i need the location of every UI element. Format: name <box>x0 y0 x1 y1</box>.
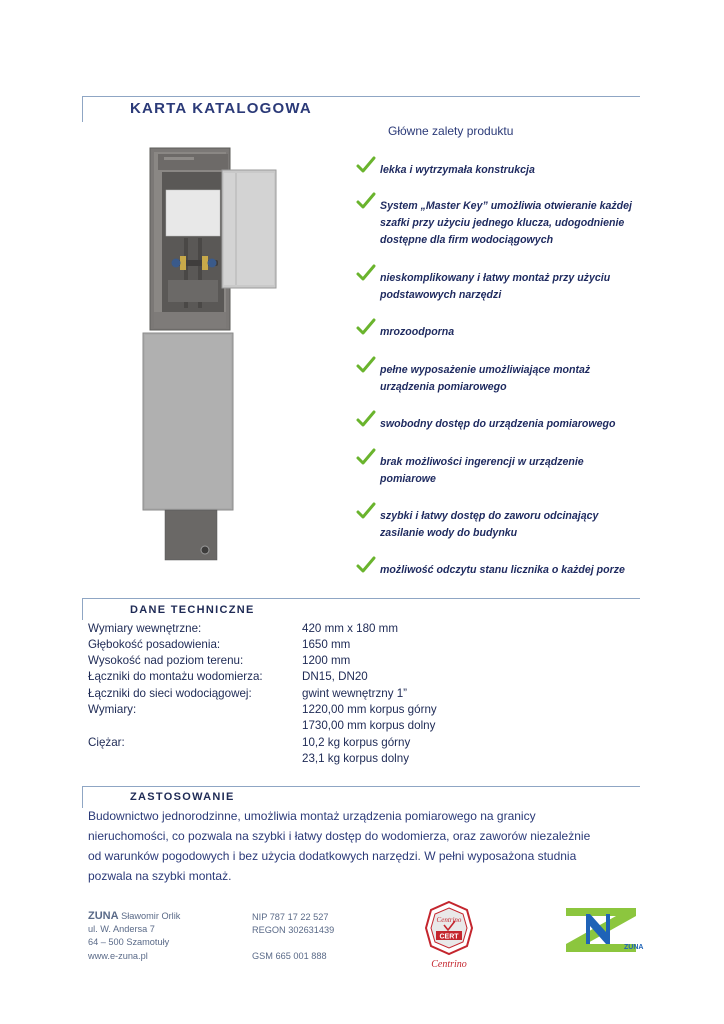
check-icon <box>356 448 376 468</box>
benefits-heading: Główne zalety produktu <box>388 124 514 138</box>
spec-label: Wysokość nad poziom terenu: <box>88 654 244 667</box>
benefit-line: System „Master Key” umożliwia otwieranie każdej <box>380 200 632 212</box>
usage-left-rule <box>82 786 83 808</box>
usage-heading: ZASTOSOWANIE <box>130 791 235 803</box>
check-icon <box>356 556 376 576</box>
spec-label: Łączniki do sieci wodociągowej: <box>88 687 252 700</box>
check-icon <box>356 192 376 212</box>
footer-ids <box>252 911 412 964</box>
cert-logo-bottom: Centrino <box>431 959 467 970</box>
benefit-line: zasilanie wody do budynku <box>380 527 518 539</box>
technical-top-rule <box>82 598 640 599</box>
spec-value: 1650 mm <box>302 638 351 651</box>
website-link[interactable]: www.e-zuna.pl <box>88 950 148 961</box>
benefit-line: swobodny dostęp do urządzenia pomiarowego <box>380 418 616 430</box>
city: 64 – 500 Szamotuły <box>88 937 170 948</box>
usage-line: od warunków pogodowych i bez użycia dodatkowych narzędzi. W pełni wyposażona studnia <box>88 849 577 863</box>
spec-value: 1220,00 mm korpus górny <box>302 703 437 716</box>
check-icon <box>356 264 376 284</box>
spec-value: 420 mm x 180 mm <box>302 622 398 635</box>
spec-label: Głębokość posadowienia: <box>88 638 221 651</box>
benefit-line: pełne wyposażenie umożliwiające montaż <box>380 364 591 376</box>
technical-heading: DANE TECHNICZNE <box>130 604 255 616</box>
company-name: ZUNA <box>88 910 119 922</box>
street: ul. W. Andersa 7 <box>88 924 155 935</box>
check-icon <box>356 318 376 338</box>
spec-label: Wymiary: <box>88 703 137 716</box>
check-icon <box>356 410 376 430</box>
spec-value: 10,2 kg korpus górny <box>302 736 411 749</box>
benefit-line: mrozoodporna <box>380 326 455 338</box>
benefit-line: dostępne dla firm wodociągowych <box>380 234 554 246</box>
benefit-line: pomiarowe <box>380 473 436 485</box>
spec-value: gwint wewnętrzny 1” <box>302 687 408 700</box>
regon: REGON 302631439 <box>252 925 335 936</box>
spec-label: Ciężar: <box>88 736 125 749</box>
usage-text <box>88 806 648 886</box>
page-title: KARTA KATALOGOWA <box>130 100 312 117</box>
spec-label: Wymiary wewnętrzne: <box>88 622 202 635</box>
benefit-line: podstawowych narzędzi <box>380 289 502 301</box>
cert-logo-top: Centrino <box>436 916 462 924</box>
technical-left-rule <box>82 598 83 620</box>
gsm: GSM 665 001 888 <box>252 951 327 962</box>
benefit-line: nieskomplikowany i łatwy montaż przy użyciu <box>380 272 611 284</box>
nip: NIP 787 17 22 527 <box>252 912 329 922</box>
cert-logo-mid: CERT <box>439 933 459 941</box>
check-icon <box>356 156 376 176</box>
usage-line: nieruchomości, co pozwala na szybki i łatwy dostęp do wodomierza, oraz zaworów niezależnie <box>88 829 591 843</box>
benefit-line: lekka i wytrzymała konstrukcja <box>380 164 535 176</box>
usage-line: pozwala na szybki montaż. <box>88 869 232 883</box>
zuna-logo-text: ZUNA <box>624 944 644 951</box>
footer-address <box>88 910 248 963</box>
benefit-line: szybki i łatwy dostęp do zaworu odcinający <box>380 510 599 522</box>
check-icon <box>356 502 376 522</box>
cert-logo <box>422 900 476 970</box>
usage-line: Budownictwo jednorodzinne, umożliwia montaż urządzenia pomiarowego na granicy <box>88 809 536 823</box>
zuna-logo <box>562 904 644 956</box>
spec-value: 1730,00 mm korpus dolny <box>302 719 436 732</box>
spec-value: 23,1 kg korpus dolny <box>302 752 409 765</box>
benefit-line: szafki przy użyciu jednego klucza, udogodnienie <box>380 217 625 229</box>
check-icon <box>356 356 376 376</box>
benefit-line: urządzenia pomiarowego <box>380 381 507 393</box>
spec-label: Łączniki do montażu wodomierza: <box>88 670 263 683</box>
benefit-line: możliwość odczytu stanu licznika o każdej porze <box>380 564 625 576</box>
usage-top-rule <box>82 786 640 787</box>
spec-value: DN15, DN20 <box>302 670 368 683</box>
spec-value: 1200 mm <box>302 654 351 667</box>
owner-name: Sławomir Orlik <box>121 911 181 921</box>
benefit-line: brak możliwości ingerencji w urządzenie <box>380 456 584 468</box>
